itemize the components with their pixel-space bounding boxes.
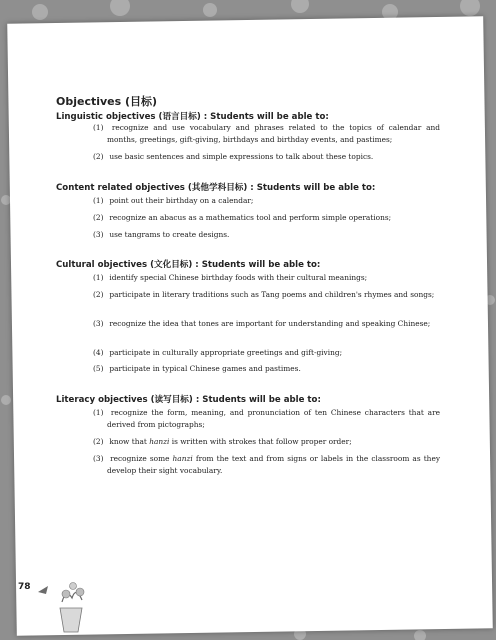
linguistic-objectives-heading: Linguistic objectives (语言目标) : Students will be able to:: [56, 112, 329, 122]
list-item: [93, 212, 440, 224]
list-item: [93, 318, 440, 330]
item-number: (5): [93, 364, 104, 373]
item-number: (3): [93, 454, 104, 463]
list-item: [93, 151, 440, 163]
item-number: (2): [93, 290, 104, 299]
item-text-before: know that: [109, 437, 150, 446]
list-item: [93, 195, 440, 207]
item-text: participate in typical Chinese games and pastimes.: [109, 364, 301, 373]
item-number: (1): [93, 273, 104, 282]
list-item: [93, 229, 440, 241]
list-item: [93, 122, 440, 145]
hanzi-term: hanzi: [172, 454, 193, 463]
item-text: recognize and use vocabulary and phrases related to the topics of calendar and months, greetings, gift-giving, birthdays and birthday events, and pastimes;: [107, 123, 440, 144]
item-number: (2): [93, 437, 104, 446]
content-objectives-heading: Content related objectives (其他学科目标) : Students will be able to:: [56, 183, 376, 193]
list-item: [93, 347, 440, 359]
item-text: recognize an abacus as a mathematics tool and perform simple operations;: [109, 213, 392, 222]
cultural-objectives-heading: Cultural objectives (文化目标) : Students will be able to:: [56, 260, 321, 270]
literacy-objectives-heading: Literacy objectives (读写目标) : Students will be able to:: [56, 395, 321, 405]
flower-pot-illustration: [36, 574, 106, 634]
item-number: (3): [93, 230, 104, 239]
item-text: use tangrams to create designs.: [109, 230, 230, 239]
item-number: (2): [93, 213, 104, 222]
list-item: [93, 289, 440, 301]
item-number: (4): [93, 348, 104, 357]
item-number: (2): [93, 152, 104, 161]
list-item: [93, 436, 440, 448]
item-number: (3): [93, 319, 104, 328]
item-text: participate in literary traditions such as Tang poems and children's rhymes and songs;: [109, 290, 435, 299]
list-item: [93, 272, 440, 284]
item-text-before: recognize some: [110, 454, 173, 463]
list-item: [93, 363, 440, 375]
item-text: recognize the form, meaning, and pronunciation of ten Chinese characters that are derived from pictographs;: [107, 408, 440, 429]
page-number: 78: [18, 582, 31, 592]
hanzi-term: hanzi: [149, 437, 170, 446]
item-text: identify special Chinese birthday foods with their cultural meanings;: [109, 273, 368, 282]
list-item: [93, 453, 440, 476]
item-text: participate in culturally appropriate greetings and gift-giving;: [109, 348, 343, 357]
list-item: [93, 407, 440, 430]
item-text-after: is written with strokes that follow proper order;: [169, 437, 352, 446]
item-text: recognize the idea that tones are important for understanding and speaking Chinese;: [109, 319, 431, 328]
item-number: (1): [93, 123, 104, 132]
item-text: use basic sentences and simple expressions to talk about these topics.: [109, 152, 374, 161]
page-title: Objectives (目标): [56, 95, 158, 108]
item-text: point out their birthday on a calendar;: [109, 196, 254, 205]
item-number: (1): [93, 196, 104, 205]
item-number: (1): [93, 408, 104, 417]
item-text-after: from the text and from signs or labels in the classroom as they develop their sight vocabulary.: [107, 454, 440, 475]
